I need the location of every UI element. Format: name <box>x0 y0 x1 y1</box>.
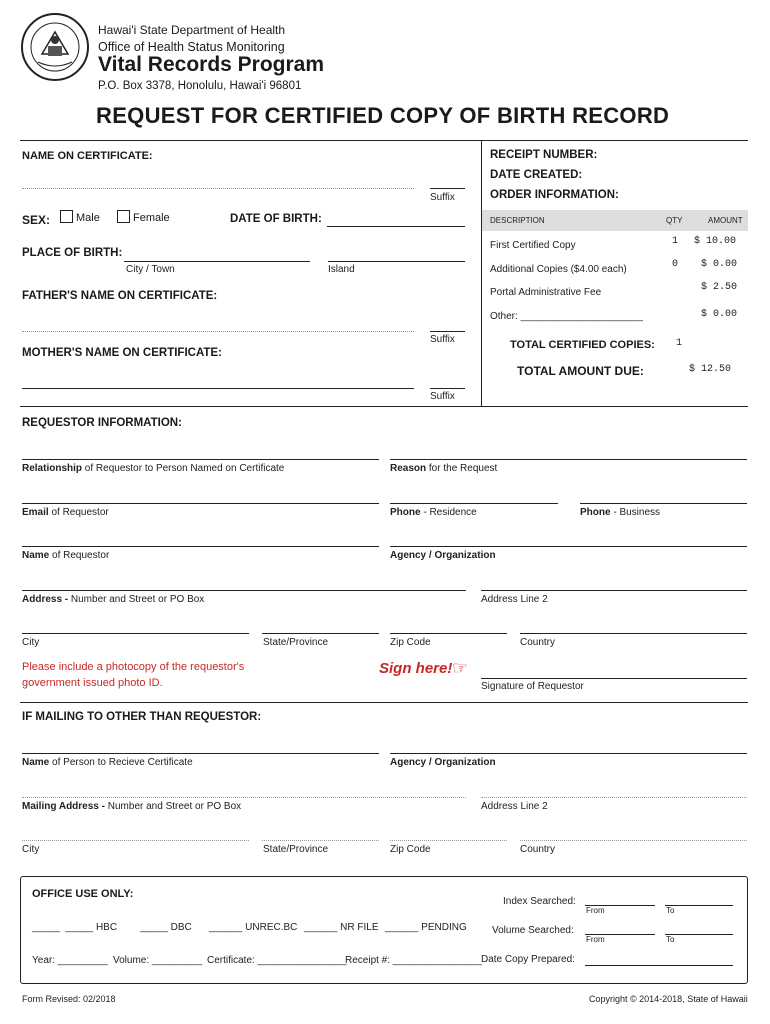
sex-label: SEX: <box>22 213 51 227</box>
mailing-city-label: City <box>22 844 40 855</box>
country-label: Country <box>520 637 556 648</box>
section-rule <box>20 406 748 407</box>
city-town-label: City / Town <box>126 264 175 275</box>
relationship-label: Relationship of Requestor to Person Named on Certificate <box>22 463 285 474</box>
suffix-field-2[interactable] <box>430 331 465 332</box>
suffix-field-3[interactable] <box>430 388 465 389</box>
dob-field[interactable] <box>327 226 465 227</box>
dept-name: Hawai'i State Department of Health <box>98 23 286 37</box>
mailing-country-label: Country <box>520 844 556 855</box>
suffix-label-2: Suffix <box>430 334 455 345</box>
mailing-zip-label: Zip Code <box>390 844 431 855</box>
male-label: Male <box>76 212 100 224</box>
city-label: City <box>22 637 40 648</box>
father-name-field[interactable] <box>22 331 414 332</box>
mother-name-label: MOTHER'S NAME ON CERTIFICATE: <box>22 347 222 359</box>
order-row-desc: First Certified Copy <box>490 240 576 251</box>
requestor-name-label: Name of Requestor <box>22 550 110 561</box>
mailing-address2-label: Address Line 2 <box>481 801 548 812</box>
female-checkbox[interactable] <box>117 210 170 224</box>
index-to-label: To <box>666 906 675 915</box>
top-rule <box>20 140 748 141</box>
index-to-field[interactable] <box>665 905 733 906</box>
office-receipt-field[interactable]: Receipt #: ________________ <box>345 955 482 966</box>
name-on-cert-label: NAME ON CERTIFICATE: <box>22 150 153 162</box>
zip-field[interactable] <box>390 633 507 634</box>
father-name-label: FATHER'S NAME ON CERTIFICATE: <box>22 290 218 302</box>
photo-id-note-1: Please include a photocopy of the requestor's <box>22 661 245 673</box>
dob-label: DATE OF BIRTH: <box>230 213 322 225</box>
mailing-agency-field[interactable] <box>390 753 747 754</box>
phone-residence-field[interactable] <box>390 503 558 504</box>
place-of-birth-label: PLACE OF BIRTH: <box>22 247 123 259</box>
order-row-amount: $ 2.50 <box>701 282 738 293</box>
order-row-desc: Portal Administrative Fee <box>490 287 602 298</box>
mother-name-field[interactable] <box>22 388 414 389</box>
signature-label: Signature of Requestor <box>481 681 584 692</box>
date-copy-field[interactable] <box>585 965 733 966</box>
index-searched-label: Index Searched: <box>503 896 576 907</box>
office-use-heading: OFFICE USE ONLY: <box>32 888 134 900</box>
office-name: Office of Health Status Monitoring <box>98 40 285 54</box>
mailing-state-label: State/Province <box>263 844 329 855</box>
mailing-state-field[interactable] <box>262 840 379 841</box>
col-amount: AMOUNT <box>708 216 743 225</box>
reason-field[interactable] <box>390 459 747 460</box>
photo-id-note-2: government issued photo ID. <box>22 677 163 689</box>
column-divider <box>481 141 482 407</box>
form-revised: Form Revised: 02/2018 <box>22 994 116 1004</box>
state-seal <box>20 12 90 82</box>
program-name: Vital Records Program <box>98 53 325 76</box>
total-copies-value: 1 <box>676 338 683 349</box>
male-checkbox[interactable] <box>60 210 100 224</box>
agency-label: Agency / Organization <box>390 550 496 561</box>
order-row-qty: 1 <box>672 236 679 247</box>
year-field[interactable]: Year: _________ <box>32 955 108 966</box>
order-info-label: ORDER INFORMATION: <box>490 189 619 201</box>
address-label: Address - Number and Street or PO Box <box>22 594 205 605</box>
volume-to-field[interactable] <box>665 934 733 935</box>
col-qty: QTY <box>666 216 683 225</box>
name-on-cert-field[interactable] <box>22 188 414 189</box>
requestor-name-field[interactable] <box>22 546 379 547</box>
unrec-checkline[interactable]: ______ UNREC.BC <box>209 922 298 933</box>
order-row-amount: $ 0.00 <box>701 259 738 270</box>
mailing-zip-field[interactable] <box>390 840 507 841</box>
order-row-desc: Additional Copies ($4.00 each) <box>490 264 627 275</box>
total-due-value: $ 12.50 <box>689 364 732 375</box>
state-label: State/Province <box>263 637 329 648</box>
order-row-desc: Other: ______________________ <box>490 311 643 322</box>
state-field[interactable] <box>262 633 379 634</box>
mailing-address-field[interactable] <box>22 797 466 798</box>
page-title: REQUEST FOR CERTIFIED COPY OF BIRTH RECORD <box>96 103 670 128</box>
order-row-qty: 0 <box>672 259 679 270</box>
city-field[interactable] <box>22 633 249 634</box>
volume-to-label: To <box>666 935 675 944</box>
signature-field[interactable] <box>481 678 747 679</box>
country-field[interactable] <box>520 633 747 634</box>
program-address: P.O. Box 3378, Honolulu, Hawai'i 96801 <box>98 80 302 92</box>
total-copies-label: TOTAL CERTIFIED COPIES: <box>510 339 655 351</box>
receipt-number-label: RECEIPT NUMBER: <box>490 149 598 161</box>
address2-label: Address Line 2 <box>481 594 548 605</box>
suffix-label-1: Suffix <box>430 192 455 203</box>
order-row-amount: $ 0.00 <box>701 309 738 320</box>
suffix-field-1[interactable] <box>430 188 465 189</box>
address2-field[interactable] <box>481 590 747 591</box>
recipient-name-field[interactable] <box>22 753 379 754</box>
sign-here-label: Sign here! <box>379 660 453 677</box>
volume-field[interactable]: Volume: _________ <box>113 955 202 966</box>
dbc-checkline[interactable]: _____ DBC <box>140 922 192 933</box>
suffix-label-3: Suffix <box>430 391 455 402</box>
reason-label: Reason for the Request <box>390 463 498 474</box>
certificate-field[interactable]: Certificate: ________________ <box>207 955 347 966</box>
agency-field[interactable] <box>390 546 747 547</box>
copyright: Copyright © 2014-2018, State of Hawaii <box>589 994 748 1004</box>
phone-business-field[interactable] <box>580 503 747 504</box>
hbc-checkline[interactable]: _____ _____ HBC <box>32 922 118 933</box>
relationship-field[interactable] <box>22 459 379 460</box>
island-label: Island <box>328 264 355 275</box>
mailing-heading: IF MAILING TO OTHER THAN REQUESTOR: <box>22 711 262 723</box>
volume-searched-label: Volume Searched: <box>492 925 574 936</box>
total-due-label: TOTAL AMOUNT DUE: <box>517 364 644 378</box>
mailing-address2-field[interactable] <box>481 797 747 798</box>
email-label: Email of Requestor <box>22 507 109 518</box>
mailing-city-field[interactable] <box>22 840 249 841</box>
requestor-heading: REQUESTOR INFORMATION: <box>22 417 182 429</box>
phone-residence-label: Phone - Residence <box>390 507 477 518</box>
city-town-field[interactable] <box>124 261 310 262</box>
date-copy-label: Date Copy Prepared: <box>481 954 575 965</box>
date-created-label: DATE CREATED: <box>490 169 583 181</box>
index-from-label: From <box>586 906 605 915</box>
mailing-rule <box>20 702 748 703</box>
col-description: DESCRIPTION <box>490 216 545 225</box>
mailing-address-label: Mailing Address - Number and Street or PO Box <box>22 801 242 812</box>
mailing-country-field[interactable] <box>520 840 747 841</box>
female-label: Female <box>133 212 170 224</box>
zip-label: Zip Code <box>390 637 431 648</box>
volume-from-label: From <box>586 935 605 944</box>
email-field[interactable] <box>22 503 379 504</box>
mailing-agency-label: Agency / Organization <box>390 757 496 768</box>
pointing-hand-icon: ☞ <box>452 658 469 678</box>
recipient-name-label: Name of Person to Recieve Certificate <box>22 757 193 768</box>
island-field[interactable] <box>328 261 465 262</box>
pending-checkline[interactable]: ______ PENDING <box>385 922 467 933</box>
order-row-amount: $ 10.00 <box>694 236 737 247</box>
nrfile-checkline[interactable]: ______ NR FILE <box>304 922 379 933</box>
address-field[interactable] <box>22 590 466 591</box>
phone-business-label: Phone - Business <box>580 507 661 518</box>
